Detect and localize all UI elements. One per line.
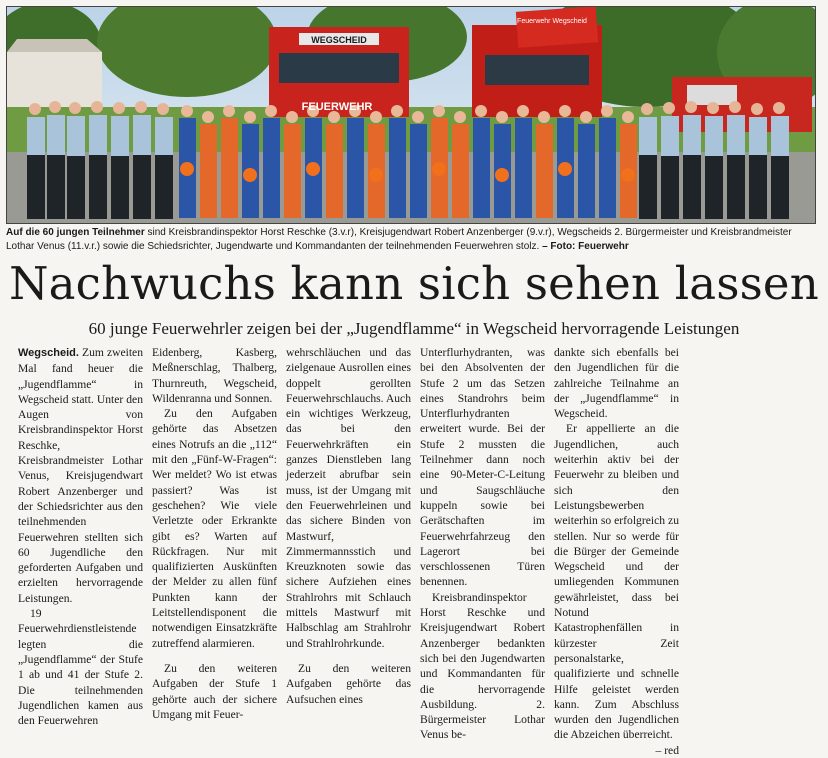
headline: Nachwuchs kann sich sehen lassen: [9, 257, 819, 310]
youth-head: [475, 105, 487, 117]
youth-head: [622, 111, 634, 123]
paragraph: Zu den weiteren Aufgaben gehörte das Aufsuchen eines: [286, 661, 411, 706]
paragraph: Eidenberg, Kasberg, Meßnerschlag, Thalberg, Thurnreuth, Wegscheid, Wildenranna und Sonnen.: [152, 346, 277, 405]
youth-head: [517, 105, 529, 117]
truck-side-label: FEUERWEHR: [301, 101, 373, 113]
paragraph: 19 Feuerwehrdienstleistende legten die „Jugendflamme“ der Stufe 1 ab und 41 der Stufe 2. Die teilnehmenden Jugendlichen kamen aus den Feuerwehren: [18, 607, 143, 728]
article-body: [18, 345, 814, 758]
youth-head: [412, 111, 424, 123]
helmet-icon: [558, 162, 572, 176]
paragraph: Unterflurhydranten, was bei den Absolventen der Stufe 2 um das Setzen eines Standrohrs beim Unterflurhydranten erweitert wurde. Bei der Stufe 2 mussten die Teilnehmer dann noch eine 90-Meter-C-Leitung und Saugschläuche kuppeln sowie bei Gerätschaften im Feuerwehrfahrzeug den Lagerort bei verschlossenen Türen benennen.: [420, 346, 545, 589]
photo-credit: – Foto: Feuerwehr: [542, 241, 629, 252]
article-column-5: [554, 345, 679, 758]
youth-uniform: [410, 124, 427, 218]
article-column-2: [152, 345, 277, 758]
helmet-icon: [306, 162, 320, 176]
youth-uniform: [263, 118, 280, 218]
paragraph: dankte sich ebenfalls bei den Jugendlichen für die zahlreiche Teilnahme an der „Jugendflamme“ in Wegscheid.: [554, 346, 679, 421]
paragraph: Zu den Aufgaben gehörte das Absetzen eines Notrufs an die „112“ mit den „Fünf-W-Fragen“: Wer meldet? Wo ist etwas passiert? Was ist geschehen? Wie viele Verletzte oder Erkrankte gibt es? Warten auf Rückfragen. Nur mit qualifizierten Auskünften der Melder zu allen fünf Punkten kann der Leitstellendisponent die notwendigen Einsatzkräfte zutreffend alarmieren.: [152, 407, 277, 650]
youth-uniform: [389, 118, 406, 218]
helmet-icon: [621, 168, 635, 182]
helmet-icon: [495, 168, 509, 182]
helmet-icon: [369, 168, 383, 182]
youth-head: [433, 105, 445, 117]
article-column-3: [286, 345, 411, 758]
caption-text: sind Kreisbrandinspektor Horst Reschke (3.v.r), Kreisjugendwart Robert Anzenberger (9.v.r), Wegscheids 2. Bürgermeister und Kreisbrandmeister Lothar Venus (11.v.r.) sowie die Schiedsrichter, Jugendwarte und Kommandanten der teilnehmenden Feuerwehren stolz.: [6, 227, 792, 252]
helmet-icon: [432, 162, 446, 176]
youth-uniform: [452, 124, 469, 218]
group-photo: [6, 6, 816, 224]
subheadline: 60 junge Feuerwehrler zeigen bei der „Jugendflamme“ in Wegscheid hervorragende Leistungen: [88, 319, 740, 338]
article-column-4: [420, 345, 545, 758]
youth-head: [454, 111, 466, 123]
paragraph: Kreisbrandinspektor Horst Reschke und Kreisjugendwart Robert Anzenberger bedankten sich bei den Jugendwarten und Kommandanten für die hervorragende Ausbildung. 2. Bürgermeister Lothar Venus be-: [420, 590, 545, 742]
dateline: Wegscheid.: [18, 347, 79, 359]
youth-head: [286, 111, 298, 123]
author-signoff: – red: [655, 743, 679, 757]
helmet-icon: [180, 162, 194, 176]
paragraph: Zum zweiten Mal fand heuer die „Jugendflamme“ in Wegscheid statt. Unter den Augen von Kreisbrandinspektor Horst Reschke, Kreisbrandmeister Lothar Venus, Kreisjugendwart Robert Anzenberger und der Schiedsrichter aus den teilnehmenden Feuerwehren stellten sich 60 Jugendliche den geforderten Aufgaben und erzielten hervorragende Leistungen.: [18, 346, 143, 605]
ladder-label: Feuerwehr Wegscheid: [517, 18, 587, 25]
youth-uniform: [200, 124, 217, 218]
youth-uniform: [536, 124, 553, 218]
youth-head: [496, 111, 508, 123]
youth-head: [391, 105, 403, 117]
youth-uniform: [284, 124, 301, 218]
youth-head: [181, 105, 193, 117]
youth-uniform: [578, 124, 595, 218]
truck-label: WEGSCHEID: [311, 35, 367, 45]
helmet-icon: [243, 168, 257, 182]
youth-uniform: [326, 124, 343, 218]
youth-head: [244, 111, 256, 123]
youth-uniform: [515, 118, 532, 218]
youth-uniform: [599, 118, 616, 218]
youth-head: [202, 111, 214, 123]
paragraph: Er appellierte an die Jugendlichen, auch weiterhin aktiv bei der Feuerwehr zu bleiben und sich den Leistungsbewerben weiterhin so erfolgreich zu stellen. Nur so werde für die Bürger der Gemeinde Wegscheid und der umliegenden Kommunen gewährleistet, dass bei Notund Katastrophenfällen in kürzester Zeit personalstarke, qualifizierte und schnelle Hilfe geleistet werden kann. Zum Abschluss wurden den Jugendlichen die Abzeichen überreicht.: [554, 422, 679, 742]
youth-head: [538, 111, 550, 123]
caption-lead: Auf die 60 jungen Teilnehmer: [6, 227, 145, 238]
photo-caption: [6, 226, 814, 254]
youth-head: [265, 105, 277, 117]
youth-head: [580, 111, 592, 123]
article-column-1: [18, 345, 143, 758]
youth-uniform: [473, 118, 490, 218]
youth-head: [223, 105, 235, 117]
youth-head: [559, 105, 571, 117]
youth-head: [601, 105, 613, 117]
paragraph: wehrschläuchen und das zielgenaue Ausrollen eines doppelt gerollten Feuerwehrschlauchs. Auch ein wichtiges Werkzeug, das bei den Feuerwehrkräften ein ganzes Dienstleben lang jederzeit abrufbar sein muss, ist der Umgang mit den Feuerwehrleinen und das sichere Binden von Mastwurf, Zimmermannsstich und Kreuzknoten sowie das sichere Aufziehen eines Strahlrohrs mit Schlauch mittels Mastwurf mit Halbschlag am Strahlrohr und Strahlrohrkunde.: [286, 346, 411, 650]
youth-uniform: [347, 118, 364, 218]
youth-uniform: [221, 118, 238, 218]
paragraph: Zu den weiteren Aufgaben der Stufe 1 gehörte auch der sichere Umgang mit Feuer-: [152, 661, 277, 721]
